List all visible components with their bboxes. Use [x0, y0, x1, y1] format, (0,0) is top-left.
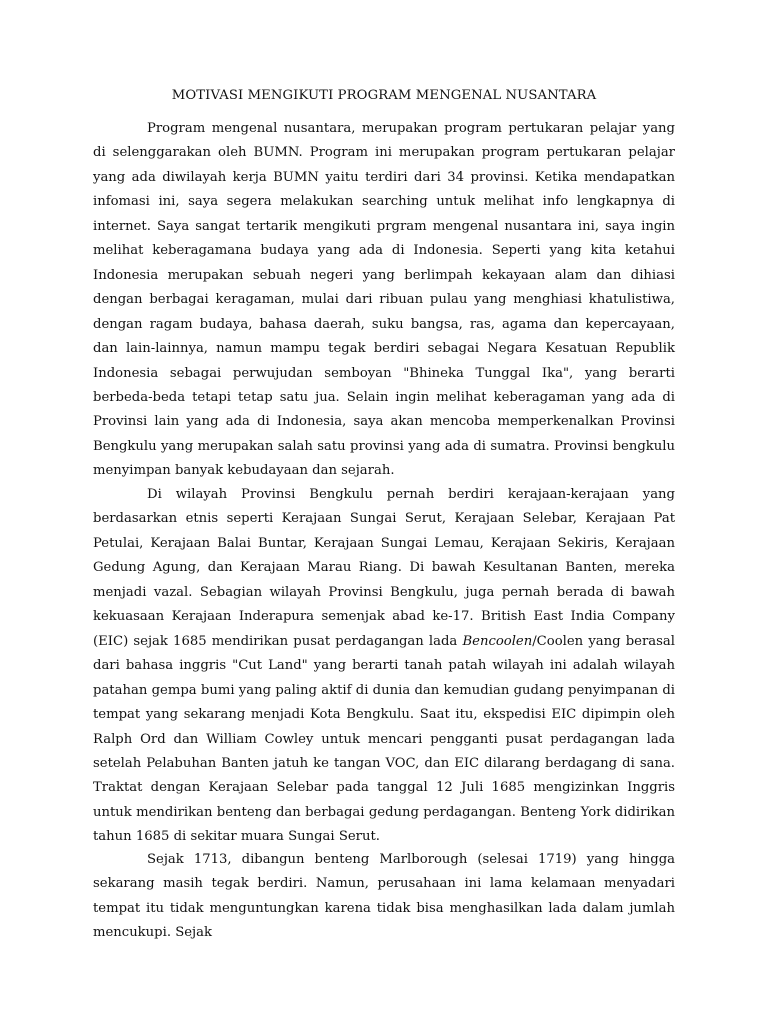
document-title: MOTIVASI MENGIKUTI PROGRAM MENGENAL NUSANTARA [171, 88, 597, 103]
paragraph-2-part-b: /Coolen yang berasal dari bahasa inggris "Cut Land" yang berarti tanah patah wilayah ini adalah wilayah patahan gempa bumi yang paling aktif di dunia dan kemudian gudang penyimpanan di tempat yang sekarang menjadi Kota Bengkulu. Saat itu, ekspedisi EIC dipimpin oleh Ralph Ord dan William Cowley untuk mencari pengganti pusat perdagangan lada setelah Pelabuhan Banten jatuh ke tangan VOC, dan EIC dilarang berdagang di sana. Traktat dengan Kerajaan Selebar pada tanggal 12 Juli 1685 mengizinkan Inggris untuk mendirikan benteng dan berbagai gedung perdagangan. Benteng York didirikan tahun 1685 di sekitar muara Sungai Serut. [93, 633, 675, 845]
paragraph-2-italic-term: Bencoolen [462, 633, 533, 649]
paragraph-1: Program mengenal nusantara, merupakan program pertukaran pelajar yang di selenggarakan oleh BUMN. Program ini merupakan program pertukaran pelajar yang ada diwilayah kerja BUMN yaitu terdiri dari 34 provinsi. Ketika mendapatkan infomasi ini, saya segera melakukan searching untuk melihat info lengkapnya di internet. Saya sangat tertarik mengikuti prgram mengenal nusantara ini, saya ingin melihat keberagamana budaya yang ada di Indonesia. Seperti yang kita ketahui Indonesia merupakan sebuah negeri yang berlimpah kekayaan alam dan dihiasi dengan berbagai keragaman, mulai dari ribuan pulau yang menghiasi khatulistiwa, dengan ragam budaya, bahasa daerah, suku bangsa, ras, agama dan kepercayaan, dan lain-lainnya, namun mampu tegak berdiri sebagai Negara Kesatuan Republik Indonesia sebagai perwujudan semboyan "Bhineka Tunggal Ika", yang berarti berbeda-beda tetapi tetap satu jua. Selain ingin melihat keberagaman yang ada di Provinsi lain yang ada di Indonesia, saya akan mencoba memperkenalkan Provinsi Bengkulu yang merupakan salah satu provinsi yang ada di sumatra. Provinsi bengkulu menyimpan banyak kebudayaan dan sejarah. [93, 121, 675, 479]
paragraph-2 [93, 483, 675, 850]
paragraph-2-part-a: Di wilayah Provinsi Bengkulu pernah berdiri kerajaan-kerajaan yang berdasarkan etnis seperti Kerajaan Sungai Serut, Kerajaan Selebar, Kerajaan Pat Petulai, Kerajaan Balai Buntar, Kerajaan Sungai Lemau, Kerajaan Sekiris, Kerajaan Gedung Agung, dan Kerajaan Marau Riang. Di bawah Kesultanan Banten, mereka menjadi vazal. Sebagian wilayah Provinsi Bengkulu, juga pernah berada di bawah kekuasaan Kerajaan Inderapura semenjak abad ke-17. British East India Company (EIC) sejak 1685 mendirikan pusat perdagangan lada [93, 487, 675, 649]
paragraph-3: Sejak 1713, dibangun benteng Marlborough (selesai 1719) yang hingga sekarang masih tegak berdiri. Namun, perusahaan ini lama kelamaan menyadari tempat itu tidak menguntungkan karena tidak bisa menghasilkan lada dalam jumlah mencukupi. Sejak [93, 852, 675, 941]
